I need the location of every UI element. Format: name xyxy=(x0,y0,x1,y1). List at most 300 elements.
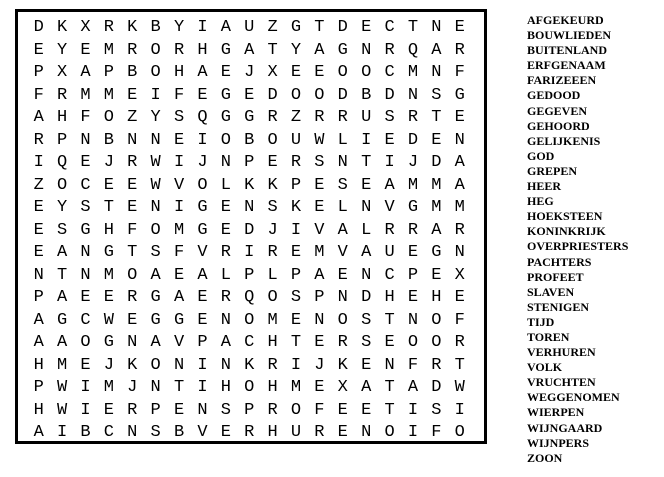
grid-letter[interactable]: S xyxy=(431,400,442,420)
grid-letter[interactable]: V xyxy=(197,243,208,262)
grid-letter[interactable]: I xyxy=(150,85,161,105)
grid-letter[interactable]: E xyxy=(314,198,325,217)
grid-letter[interactable]: Q xyxy=(407,40,419,60)
grid-letter[interactable]: K xyxy=(290,198,302,217)
grid-letter[interactable]: E xyxy=(384,130,395,150)
grid-letter[interactable]: O xyxy=(267,288,278,307)
grid-letter[interactable]: Q xyxy=(244,288,255,307)
grid-letter[interactable]: R xyxy=(407,220,419,240)
grid-letter[interactable]: G xyxy=(103,333,114,352)
grid-letter[interactable]: O xyxy=(150,63,161,82)
grid-letter[interactable]: D xyxy=(407,130,419,150)
grid-letter[interactable]: G xyxy=(150,310,161,330)
grid-letter[interactable]: O xyxy=(150,355,161,375)
grid-letter[interactable]: H xyxy=(267,333,278,352)
grid-letter[interactable]: L xyxy=(361,220,372,240)
grid-letter[interactable]: N xyxy=(220,153,231,172)
grid-letter[interactable]: S xyxy=(384,108,395,127)
grid-letter[interactable]: H xyxy=(197,40,208,60)
grid-letter[interactable]: A xyxy=(173,288,185,307)
grid-letter[interactable]: P xyxy=(197,333,208,352)
grid-letter[interactable]: D xyxy=(361,288,372,307)
grid-letter[interactable]: Y xyxy=(290,40,302,60)
grid-letter[interactable]: P xyxy=(244,153,255,172)
grid-letter[interactable]: G xyxy=(290,18,302,37)
grid-letter[interactable]: M xyxy=(454,198,465,217)
grid-letter[interactable]: T xyxy=(103,198,114,217)
grid-letter[interactable]: M xyxy=(103,85,114,105)
grid-letter[interactable]: G xyxy=(173,310,185,330)
grid-letter[interactable]: V xyxy=(197,423,208,442)
grid-letter[interactable]: A xyxy=(197,265,208,285)
grid-letter[interactable]: O xyxy=(454,423,465,442)
grid-letter[interactable]: E xyxy=(80,288,91,307)
grid-letter[interactable]: E xyxy=(33,243,44,262)
grid-letter[interactable]: J xyxy=(103,355,114,375)
grid-letter[interactable]: F xyxy=(454,310,465,330)
grid-letter[interactable]: G xyxy=(407,198,419,217)
grid-letter[interactable]: N xyxy=(361,198,372,217)
grid-letter[interactable]: N xyxy=(150,378,161,397)
grid-letter[interactable]: R xyxy=(290,153,302,172)
grid-letter[interactable]: K xyxy=(127,355,138,375)
grid-letter[interactable]: G xyxy=(80,220,91,240)
grid-letter[interactable]: A xyxy=(150,265,161,285)
grid-letter[interactable]: E xyxy=(103,288,114,307)
grid-letter[interactable]: N xyxy=(454,130,465,150)
grid-letter[interactable]: C xyxy=(80,310,91,330)
grid-letter[interactable]: P xyxy=(290,265,302,285)
grid-letter[interactable]: N xyxy=(407,310,419,330)
grid-letter[interactable]: O xyxy=(407,333,419,352)
grid-letter[interactable]: E xyxy=(127,198,138,217)
grid-letter[interactable]: A xyxy=(384,175,395,195)
grid-letter[interactable]: S xyxy=(314,153,325,172)
grid-letter[interactable]: N xyxy=(150,198,161,217)
grid-letter[interactable]: R xyxy=(384,40,395,60)
grid-letter[interactable]: R xyxy=(127,153,138,172)
grid-letter[interactable]: K xyxy=(127,18,138,37)
grid-letter[interactable]: E xyxy=(33,40,44,60)
grid-letter[interactable]: K xyxy=(244,355,255,375)
grid-letter[interactable]: E xyxy=(197,288,208,307)
grid-letter[interactable]: J xyxy=(267,220,278,240)
grid-letter[interactable]: T xyxy=(127,243,138,262)
grid-letter[interactable]: E xyxy=(197,310,208,330)
grid-letter[interactable]: A xyxy=(33,108,44,127)
grid-letter[interactable]: R xyxy=(127,288,138,307)
grid-letter[interactable]: R xyxy=(127,40,138,60)
grid-letter[interactable]: O xyxy=(290,400,302,420)
grid-letter[interactable]: F xyxy=(173,243,185,262)
grid-letter[interactable]: A xyxy=(314,265,325,285)
grid-letter[interactable]: Y xyxy=(56,40,68,60)
grid-letter[interactable]: Z xyxy=(267,18,278,37)
grid-letter[interactable]: P xyxy=(244,400,255,420)
grid-letter[interactable]: E xyxy=(407,243,419,262)
grid-letter[interactable]: M xyxy=(407,175,419,195)
grid-letter[interactable]: A xyxy=(33,423,44,442)
grid-letter[interactable]: L xyxy=(220,175,231,195)
grid-letter[interactable]: R xyxy=(267,108,278,127)
grid-letter[interactable]: N xyxy=(384,355,395,375)
grid-letter[interactable]: E xyxy=(173,265,185,285)
grid-letter[interactable]: E xyxy=(314,175,325,195)
grid-letter[interactable]: I xyxy=(80,378,91,397)
grid-letter[interactable]: B xyxy=(150,18,161,37)
grid-letter[interactable]: A xyxy=(314,40,325,60)
grid-letter[interactable]: E xyxy=(127,310,138,330)
grid-letter[interactable]: I xyxy=(407,400,419,420)
grid-letter[interactable]: M xyxy=(80,85,91,105)
grid-letter[interactable]: E xyxy=(197,85,208,105)
grid-letter[interactable]: O xyxy=(150,220,161,240)
grid-letter[interactable]: O xyxy=(431,333,442,352)
grid-letter[interactable]: O xyxy=(103,108,114,127)
grid-letter[interactable]: M xyxy=(103,378,114,397)
grid-letter[interactable]: E xyxy=(454,18,465,37)
grid-letter[interactable]: O xyxy=(361,63,372,82)
grid-letter[interactable]: R xyxy=(220,243,231,262)
grid-letter[interactable]: W xyxy=(150,175,161,195)
grid-letter[interactable]: N xyxy=(150,130,161,150)
grid-letter[interactable]: E xyxy=(337,400,348,420)
grid-letter[interactable]: N xyxy=(431,18,442,37)
grid-letter[interactable]: R xyxy=(337,333,348,352)
grid-letter[interactable]: Z xyxy=(33,175,44,195)
grid-letter[interactable]: P xyxy=(33,288,44,307)
grid-letter[interactable]: I xyxy=(197,378,208,397)
grid-letter[interactable]: E xyxy=(103,400,114,420)
grid-letter[interactable]: H xyxy=(431,288,442,307)
grid-letter[interactable]: A xyxy=(454,175,465,195)
grid-letter[interactable]: L xyxy=(337,198,348,217)
grid-letter[interactable]: I xyxy=(197,18,208,37)
grid-letter[interactable]: A xyxy=(33,333,44,352)
grid-letter[interactable]: D xyxy=(244,220,255,240)
grid-letter[interactable]: W xyxy=(150,153,161,172)
grid-letter[interactable]: G xyxy=(150,288,161,307)
grid-letter[interactable]: P xyxy=(56,130,68,150)
grid-letter[interactable]: I xyxy=(80,400,91,420)
grid-letter[interactable]: V xyxy=(384,198,395,217)
grid-letter[interactable]: E xyxy=(361,400,372,420)
grid-letter[interactable]: E xyxy=(173,130,185,150)
grid-letter[interactable]: K xyxy=(244,175,255,195)
grid-letter[interactable]: I xyxy=(197,355,208,375)
grid-letter[interactable]: P xyxy=(314,288,325,307)
grid-letter[interactable]: D xyxy=(267,85,278,105)
grid-letter[interactable]: E xyxy=(127,85,138,105)
grid-letter[interactable]: N xyxy=(127,333,138,352)
grid-letter[interactable]: N xyxy=(337,153,348,172)
grid-letter[interactable]: I xyxy=(173,198,185,217)
grid-letter[interactable]: R xyxy=(127,400,138,420)
grid-letter[interactable]: X xyxy=(337,378,348,397)
grid-letter[interactable]: R xyxy=(267,400,278,420)
grid-letter[interactable]: H xyxy=(220,378,231,397)
grid-letter[interactable]: W xyxy=(103,310,114,330)
grid-letter[interactable]: M xyxy=(56,355,68,375)
grid-letter[interactable]: E xyxy=(290,243,302,262)
grid-letter[interactable]: E xyxy=(314,378,325,397)
grid-letter[interactable]: A xyxy=(33,310,44,330)
grid-letter[interactable]: Q xyxy=(197,108,208,127)
grid-letter[interactable]: T xyxy=(384,378,395,397)
grid-letter[interactable]: Y xyxy=(150,108,161,127)
grid-letter[interactable]: Y xyxy=(56,198,68,217)
grid-letter[interactable]: E xyxy=(454,288,465,307)
grid-letter[interactable]: E xyxy=(407,288,419,307)
grid-letter[interactable]: R xyxy=(431,355,442,375)
grid-letter[interactable]: M xyxy=(431,198,442,217)
grid-letter[interactable]: L xyxy=(337,130,348,150)
grid-letter[interactable]: S xyxy=(361,310,372,330)
grid-letter[interactable]: M xyxy=(290,378,302,397)
grid-letter[interactable]: B xyxy=(361,85,372,105)
grid-letter[interactable]: T xyxy=(384,400,395,420)
grid-letter[interactable]: E xyxy=(244,85,255,105)
grid-letter[interactable]: G xyxy=(197,198,208,217)
grid-letter[interactable]: O xyxy=(314,85,325,105)
grid-letter[interactable]: D xyxy=(384,85,395,105)
grid-letter[interactable]: J xyxy=(127,378,138,397)
grid-letter[interactable]: G xyxy=(220,108,231,127)
grid-letter[interactable]: T xyxy=(431,108,442,127)
grid-letter[interactable]: F xyxy=(314,400,325,420)
grid-letter[interactable]: T xyxy=(56,265,68,285)
grid-letter[interactable]: R xyxy=(173,40,185,60)
grid-letter[interactable]: E xyxy=(361,18,372,37)
grid-letter[interactable]: I xyxy=(173,153,185,172)
grid-letter[interactable]: E xyxy=(290,310,302,330)
grid-letter[interactable]: A xyxy=(150,333,161,352)
grid-letter[interactable]: E xyxy=(33,220,44,240)
grid-letter[interactable]: I xyxy=(197,130,208,150)
grid-letter[interactable]: W xyxy=(314,130,325,150)
grid-letter[interactable]: D xyxy=(33,18,44,37)
grid-letter[interactable]: R xyxy=(314,108,325,127)
grid-letter[interactable]: M xyxy=(267,310,278,330)
grid-letter[interactable]: N xyxy=(80,265,91,285)
grid-letter[interactable]: F xyxy=(127,220,138,240)
grid-letter[interactable]: D xyxy=(337,18,348,37)
grid-letter[interactable]: H xyxy=(384,288,395,307)
grid-letter[interactable]: R xyxy=(407,108,419,127)
grid-letter[interactable]: D xyxy=(431,153,442,172)
grid-letter[interactable]: Q xyxy=(56,153,68,172)
grid-letter[interactable]: N xyxy=(407,85,419,105)
grid-letter[interactable]: N xyxy=(127,423,138,442)
grid-letter[interactable]: O xyxy=(290,85,302,105)
grid-letter[interactable]: O xyxy=(431,310,442,330)
grid-letter[interactable]: S xyxy=(150,243,161,262)
grid-letter[interactable]: Z xyxy=(127,108,138,127)
grid-letter[interactable]: K xyxy=(56,18,68,37)
grid-letter[interactable]: A xyxy=(220,333,231,352)
grid-letter[interactable]: A xyxy=(220,18,231,37)
grid-letter[interactable]: I xyxy=(454,400,465,420)
grid-letter[interactable]: N xyxy=(431,63,442,82)
grid-letter[interactable]: O xyxy=(80,333,91,352)
grid-letter[interactable]: N xyxy=(361,423,372,442)
grid-letter[interactable]: P xyxy=(244,265,255,285)
grid-letter[interactable]: N xyxy=(314,310,325,330)
grid-letter[interactable]: X xyxy=(80,18,91,37)
grid-letter[interactable]: U xyxy=(361,108,372,127)
grid-letter[interactable]: E xyxy=(431,130,442,150)
grid-letter[interactable]: R xyxy=(454,333,465,352)
grid-letter[interactable]: E xyxy=(384,333,395,352)
grid-letter[interactable]: I xyxy=(33,153,44,172)
grid-letter[interactable]: R xyxy=(314,423,325,442)
grid-letter[interactable]: E xyxy=(127,175,138,195)
grid-letter[interactable]: R xyxy=(220,288,231,307)
grid-letter[interactable]: O xyxy=(56,175,68,195)
grid-letter[interactable]: A xyxy=(407,378,419,397)
grid-letter[interactable]: E xyxy=(220,220,231,240)
grid-letter[interactable]: M xyxy=(407,63,419,82)
grid-letter[interactable]: M xyxy=(103,40,114,60)
grid-letter[interactable]: I xyxy=(407,423,419,442)
grid-letter[interactable]: B xyxy=(80,423,91,442)
grid-letter[interactable]: D xyxy=(431,378,442,397)
grid-letter[interactable]: M xyxy=(314,243,325,262)
grid-letter[interactable]: O xyxy=(267,130,278,150)
grid-letter[interactable]: O xyxy=(337,310,348,330)
grid-letter[interactable]: B xyxy=(173,423,185,442)
grid-letter[interactable]: R xyxy=(103,18,114,37)
grid-letter[interactable]: N xyxy=(361,40,372,60)
grid-letter[interactable]: L xyxy=(267,265,278,285)
grid-letter[interactable]: I xyxy=(244,243,255,262)
grid-letter[interactable]: G xyxy=(454,85,465,105)
grid-letter[interactable]: F xyxy=(407,355,419,375)
grid-letter[interactable]: F xyxy=(454,63,465,82)
grid-letter[interactable]: H xyxy=(267,423,278,442)
grid-letter[interactable]: I xyxy=(290,355,302,375)
grid-letter[interactable]: E xyxy=(267,153,278,172)
grid-letter[interactable]: V xyxy=(173,333,185,352)
grid-letter[interactable]: A xyxy=(197,63,208,82)
grid-letter[interactable]: R xyxy=(337,108,348,127)
grid-letter[interactable]: C xyxy=(384,18,395,37)
grid-letter[interactable]: R xyxy=(33,130,44,150)
grid-letter[interactable]: T xyxy=(361,153,372,172)
grid-letter[interactable]: I xyxy=(384,153,395,172)
grid-letter[interactable]: G xyxy=(431,243,442,262)
grid-letter[interactable]: F xyxy=(80,108,91,127)
grid-letter[interactable]: V xyxy=(337,243,348,262)
grid-letter[interactable]: E xyxy=(220,198,231,217)
grid-letter[interactable]: T xyxy=(384,310,395,330)
grid-letter[interactable]: E xyxy=(80,40,91,60)
grid-letter[interactable]: G xyxy=(337,40,348,60)
grid-letter[interactable]: P xyxy=(33,63,44,82)
grid-letter[interactable]: N xyxy=(80,243,91,262)
grid-letter[interactable]: H xyxy=(33,355,44,375)
grid-letter[interactable]: O xyxy=(384,423,395,442)
grid-letter[interactable]: E xyxy=(337,265,348,285)
grid-letter[interactable]: O xyxy=(244,378,255,397)
grid-letter[interactable]: F xyxy=(33,85,44,105)
grid-letter[interactable]: U xyxy=(384,243,395,262)
grid-letter[interactable]: Z xyxy=(290,108,302,127)
grid-letter[interactable]: T xyxy=(454,355,465,375)
grid-letter[interactable]: T xyxy=(267,40,278,60)
grid-letter[interactable]: K xyxy=(267,175,278,195)
grid-letter[interactable]: E xyxy=(314,333,325,352)
grid-letter[interactable]: R xyxy=(267,355,278,375)
grid-letter[interactable]: O xyxy=(150,40,161,60)
grid-letter[interactable]: H xyxy=(33,400,44,420)
grid-letter[interactable]: C xyxy=(244,333,255,352)
grid-letter[interactable]: G xyxy=(197,220,208,240)
grid-letter[interactable]: T xyxy=(173,378,185,397)
grid-letter[interactable]: E xyxy=(314,63,325,82)
grid-letter[interactable]: N xyxy=(80,130,91,150)
grid-letter[interactable]: E xyxy=(220,63,231,82)
grid-letter[interactable]: L xyxy=(220,265,231,285)
grid-letter[interactable]: F xyxy=(431,423,442,442)
grid-letter[interactable]: P xyxy=(407,265,419,285)
grid-letter[interactable]: G xyxy=(244,108,255,127)
grid-letter[interactable]: S xyxy=(267,198,278,217)
grid-letter[interactable]: C xyxy=(80,175,91,195)
grid-letter[interactable]: A xyxy=(361,378,372,397)
grid-letter[interactable]: A xyxy=(56,243,68,262)
grid-letter[interactable]: U xyxy=(290,130,302,150)
grid-letter[interactable]: O xyxy=(337,63,348,82)
grid-letter[interactable]: H xyxy=(103,220,114,240)
grid-letter[interactable]: M xyxy=(103,265,114,285)
grid-letter[interactable]: V xyxy=(314,220,325,240)
grid-letter[interactable]: J xyxy=(407,153,419,172)
grid-letter[interactable]: N xyxy=(173,355,185,375)
grid-letter[interactable]: P xyxy=(150,400,161,420)
grid-letter[interactable]: A xyxy=(431,40,442,60)
grid-letter[interactable]: H xyxy=(56,108,68,127)
grid-letter[interactable]: P xyxy=(33,378,44,397)
grid-letter[interactable]: O xyxy=(127,265,138,285)
grid-letter[interactable]: G xyxy=(103,243,114,262)
grid-letter[interactable]: D xyxy=(337,85,348,105)
grid-letter[interactable]: N xyxy=(220,310,231,330)
grid-letter[interactable]: I xyxy=(56,423,68,442)
grid-letter[interactable]: O xyxy=(244,310,255,330)
grid-letter[interactable]: N xyxy=(33,265,44,285)
grid-letter[interactable]: W xyxy=(56,400,68,420)
grid-letter[interactable]: X xyxy=(56,63,68,82)
grid-letter[interactable]: E xyxy=(80,355,91,375)
grid-letter[interactable]: E xyxy=(361,175,372,195)
grid-letter[interactable]: E xyxy=(454,108,465,127)
grid-letter[interactable]: J xyxy=(244,63,255,82)
grid-letter[interactable]: A xyxy=(454,153,465,172)
grid-letter[interactable]: R xyxy=(384,220,395,240)
grid-letter[interactable]: F xyxy=(173,85,185,105)
grid-letter[interactable]: H xyxy=(173,63,185,82)
grid-letter[interactable]: S xyxy=(290,288,302,307)
grid-letter[interactable]: S xyxy=(150,423,161,442)
grid-letter[interactable]: N xyxy=(197,400,208,420)
grid-letter[interactable]: T xyxy=(407,18,419,37)
grid-letter[interactable]: E xyxy=(173,400,185,420)
grid-letter[interactable]: N xyxy=(361,265,372,285)
grid-letter[interactable]: C xyxy=(384,63,395,82)
grid-letter[interactable]: A xyxy=(56,288,68,307)
grid-letter[interactable]: G xyxy=(220,40,231,60)
